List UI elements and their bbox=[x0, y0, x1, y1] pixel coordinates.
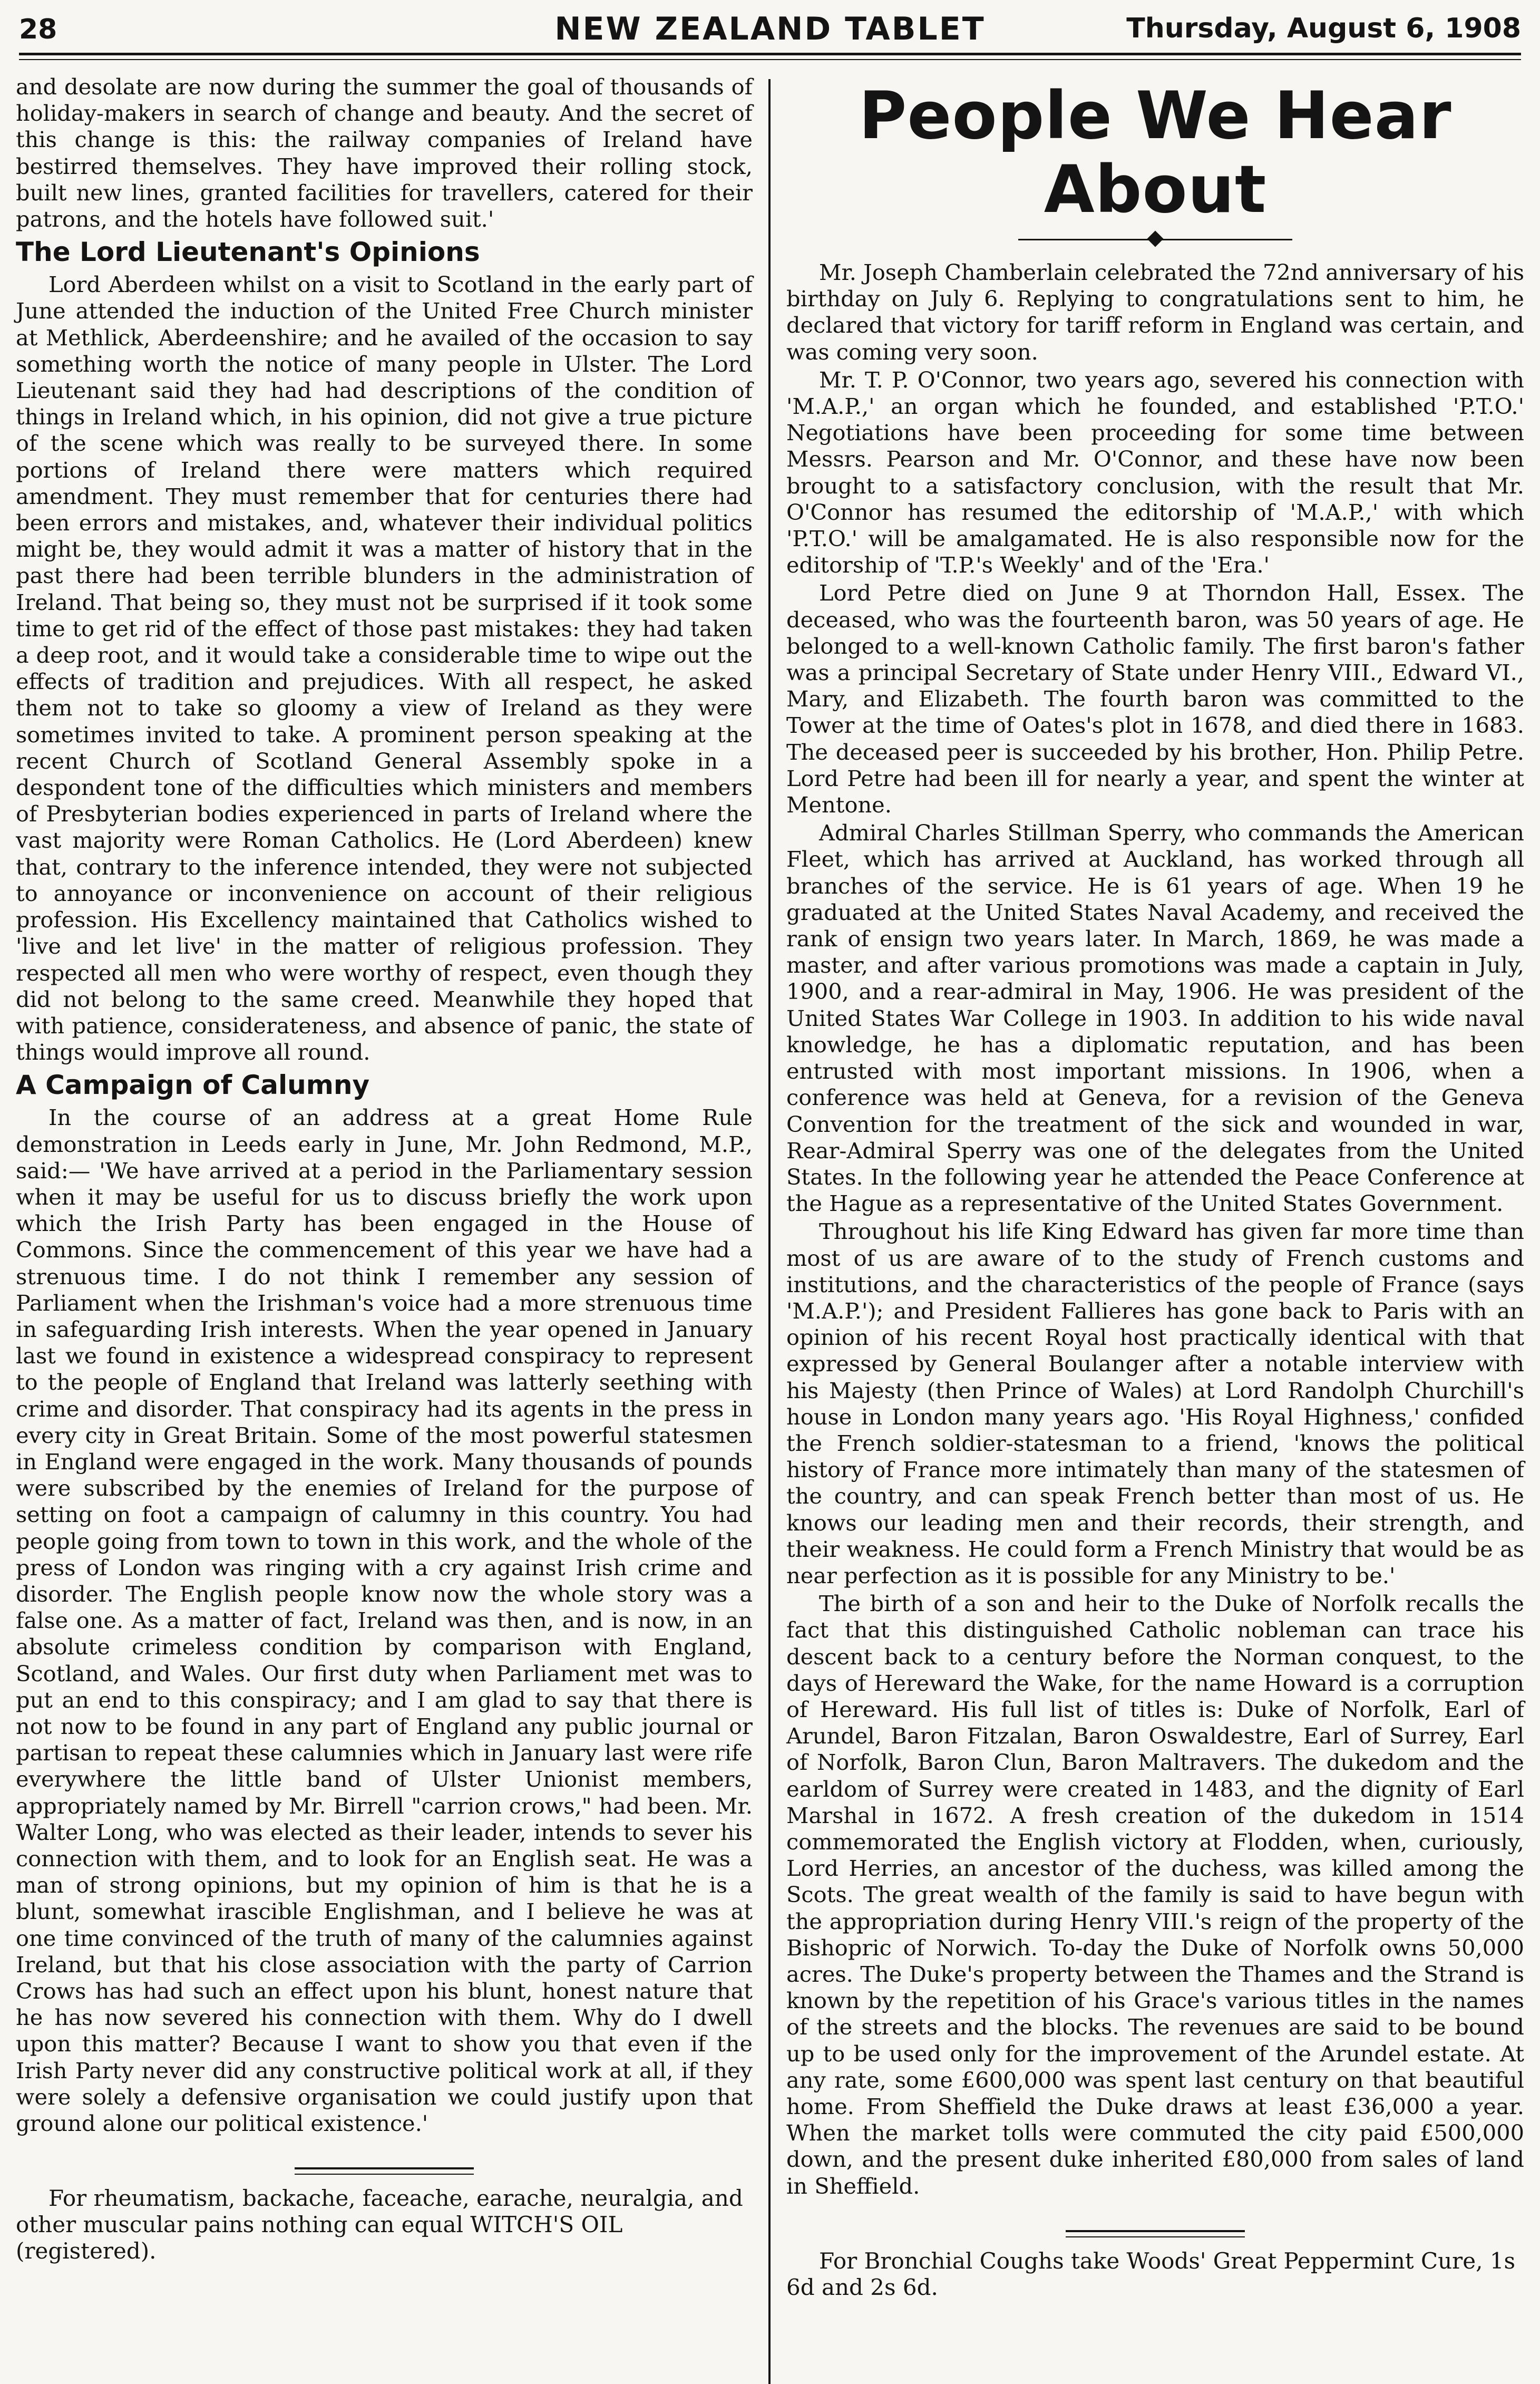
subheading-lord-lieutenant: The Lord Lieutenant's Opinions bbox=[16, 237, 480, 268]
advert-text: For rheumatism, backache, faceache, earache, neuralgia, and other muscular pains nothing can equal WITCH'S OIL (registered). bbox=[16, 2185, 743, 2264]
separator-rule bbox=[1066, 2230, 1245, 2237]
article-paragraph: Lord Aberdeen whilst on a visit to Scotland in the early part of June attended the induction of the United Free Church minister at Methlick, Aberdeenshire; and he availed of the occasion to say something worth the notice of many people in Ulster. The Lord Lieutenant said they had had descriptions of the condition of things in Ireland which, in his opinion, did not give a true picture of the scene which was really to be surveyed there. In some portions of Ireland there were matters which required amendment. They must remember that for centuries there had been errors and mistakes, and, whatever their individual politics might be, they would admit it was a matter of history that in the past there had been terrible blunders in the administration of Ireland. That being so, they must not be surprised if it took some time to get rid of the effect of those past mistakes: they had taken a deep root, and it would take a considerable time to wipe out the effects of tradition and prejudices. With all respect, he asked them not to take so gloomy a view of Ireland as they were sometimes invited to take. A prominent person speaking at the recent Church of Scotland General Assembly spoke in a despondent tone of the difficulties which ministers and members of Presbyterian bodies experienced in parts of Ireland where the vast majority were Roman Catholics. He (Lord Aberdeen) knew that, contrary to the inference intended, they were not subjected to annoyance or inconvenience on account of their religious profession. His Excellency maintained that Catholics wished to 'live and let live' in the matter of religious profession. They respected all men who were worthy of respect, even though they did not belong to the same creed. Meanwhile they hoped that with patience, considerateness, and absence of panic, the state of things would improve all round. bbox=[16, 272, 753, 1065]
header-rule-thin bbox=[19, 59, 1521, 60]
article-paragraph: Mr. T. P. O'Connor, two years ago, severed his connection with 'M.A.P.,' an organ which he founded, and established 'P.T.O.' Negotiations have been proceeding for some time between Messrs. Pearson and Mr. O'Connor, and these have now been brought to a satisfactory conclusion, with the result that Mr. O'Connor has resumed the editorship of 'M.A.P.,' with which 'P.T.O.' will be amalgamated. He is also responsible now for the editorship of 'T.P.'s Weekly' and of the 'Era.' bbox=[786, 366, 1524, 578]
article-paragraph: Throughout his life King Edward has given far more time than most of us are aware of to the study of French customs and institutions, and the characteristics of the people of France (says 'M.A.P.'); and President Fallieres has gone back to Paris with an opinion of his recent Royal host practically identical with that expressed by General Boulanger after a notable interview with his Majesty (then Prince of Wales) at Lord Randolph Churchill's house in London many years ago. 'His Royal Highness,' confided the French soldier-statesman to a friend, 'knows the political history of France more intimately than many of the statesmen of the country, and can speak French better than most of us. He knows our leading men and their records, their strength, and their weakness. He could form a French Ministry that would be as near perfection as it is possible for any Ministry to be.' bbox=[786, 1218, 1524, 1588]
article-paragraph: In the course of an address at a great Home Rule demonstration in Leeds early in June, Mr. John Redmond, M.P., said:— 'We have arrived at a period in the Parliamentary session when it may be useful for us to discuss briefly the work upon which the Irish Party has been engaged in the House of Commons. Since the commencement of this year we have had a strenuous time. I do not think I remember any session of Parliament when the Irishman's voice had a more strenuous time in safeguarding Irish interests. When the year opened in January last we found in existence a widespread conspiracy to represent to the people of England that Ireland was latterly seething with crime and disorder. That conspiracy had its agents in the press in every city in Great Britain. Some of the most powerful statesmen in England were engaged in the work. Many thousands of pounds were subscribed by the enemies of Ireland for the purpose of setting on foot a campaign of calumny in this country. You had people going from town to town in this work, and the whole of the press of London was ringing with a cry against Irish crime and disorder. The English people know now the whole story was a false one. As a matter of fact, Ireland was then, and is now, in an absolute crimeless condition by comparison with England, Scotland, and Wales. Our first duty when Parliament met was to put an end to this conspiracy; and I am glad to say that there is not now to be found in any part of England any public journal or partisan to repeat these calumnies which in January last were rife everywhere the little band of Ulster Unionist members, appropriately named by Mr. Birrell "carrion crows," had been. Mr. Walter Long, who was elected as their leader, intends to sever his connection with them, and to look for an English seat. He was a man of strong opinions, but my opinion of him is that he is a blunt, somewhat irascible Englishman, and I believe he was at one time convinced of the truth of many of the calumnies against Ireland, but that his close association with the party of Carrion Crows has had such an effect upon his blunt, honest nature that he has now severed his connection with them. Why do I dwell upon this matter? Because I want to show you that even if the Irish Party never did any constructive political work at all, if they were solely a defensive organisation we could justify upon that ground alone our political existence.' bbox=[16, 1104, 753, 2137]
left-column bbox=[16, 74, 753, 2371]
masthead: NEW ZEALAND TABLET bbox=[554, 11, 986, 47]
subheading-campaign-of-calumny: A Campaign of Calumny bbox=[16, 1070, 370, 1101]
column-divider bbox=[768, 79, 771, 2384]
diamond-ornament-icon bbox=[1147, 230, 1163, 247]
ornament-rule bbox=[1018, 230, 1292, 249]
right-column bbox=[786, 74, 1524, 2371]
article-paragraph: Admiral Charles Stillman Sperry, who commands the American Fleet, which has arrived at Auckland, has worked through all branches of the service. He is 61 years of age. When 19 he graduated at the United States Naval Academy, and received the rank of ensign two years later. In March, 1869, he was made a master, and after various promotions was made a captain in July, 1900, and a rear-admiral in May, 1906. He was president of the United States War College in 1903. In addition to his wide naval knowledge, he has a diplomatic reputation, and has been entrusted with most important missions. In 1906, when a conference was held at Geneva, for a revision of the Geneva Convention for the treatment of the sick and wounded in war, Rear-Admiral Sperry was one of the delegates from the United States. In the following year he attended the Peace Conference at the Hague as a representative of the United States Government. bbox=[786, 820, 1524, 1217]
advertisement bbox=[786, 2248, 1524, 2301]
section-title: People We Hear About bbox=[859, 78, 1452, 228]
page-header bbox=[19, 3, 1521, 54]
article-paragraph: Lord Petre died on June 9 at Thorndon Hall, Essex. The deceased, who was the fourteenth baron, was 50 years of age. He belonged to a well-known Catholic family. The first baron's father was a principal Secretary of State under Henry VIII., Edward VI., Mary, and Elizabeth. The fourth baron was committed to the Tower at the time of Oates's plot in 1678, and died there in 1683. The deceased peer is succeeded by his brother, Hon. Philip Petre. Lord Petre had been ill for nearly a year, and spent the winter at Mentone. bbox=[786, 580, 1524, 818]
article-paragraph: The birth of a son and heir to the Duke of Norfolk recalls the fact that this distinguished Catholic nobleman can trace his descent back to a century before the Norman conquest, to the days of Hereward the Wake, for the name Howard is a corruption of Hereward. His full list of titles is: Duke of Norfolk, Earl of Arundel, Baron Fitzalan, Baron Oswaldestre, Earl of Surrey, Earl of Norfolk, Baron Clun, Baron Maltravers. The dukedom and the earldom of Surrey were created in 1483, and the dignity of Earl Marshal in 1672. A fresh creation of the dukedom in 1514 commemorated the English victory at Flodden, when, curiously, Lord Herries, an ancestor of the duchess, was killed among the Scots. The great wealth of the family is said to have begun with the appropriation during Henry VIII.'s reign of the property of the Bishopric of Norwich. To-day the Duke of Norfolk owns 50,000 acres. The Duke's property between the Thames and the Strand is known by the repetition of his Grace's various titles in the names of the streets and the blocks. The revenues are said to be bound up to be used only for the improvement of the Arundel estate. At any rate, some £600,000 was spent last century on that beautiful home. From Sheffield the Duke draws at least £36,000 a year. When the market tolls were commuted the city paid £500,000 down, and the present duke inherited £80,000 from sales of land in Sheffield. bbox=[786, 1591, 1524, 2199]
separator-rule bbox=[295, 2167, 474, 2175]
advertisement bbox=[16, 2185, 753, 2264]
article-paragraph: Mr. Joseph Chamberlain celebrated the 72nd anniversary of his birthday on July 6. Replying to congratulations sent to him, he declared that victory for tariff reform in England was certain, and was coming very soon. bbox=[786, 259, 1524, 365]
advert-text: For Bronchial Coughs take Woods' Great Peppermint Cure, 1s 6d and 2s 6d. bbox=[786, 2247, 1516, 2300]
header-rule bbox=[19, 53, 1521, 55]
page-number: 28 bbox=[19, 14, 57, 45]
continued-paragraph: and desolate are now during the summer the goal of thousands of holiday-makers in search of change and beauty. And the secret of this change is this: the railway companies of Ireland have bestirred themselves. They have improved their rolling stock, built new lines, granted facilities for travellers, catered for their patrons, and the hotels have followed suit.' bbox=[16, 74, 753, 232]
issue-date: Thursday, August 6, 1908 bbox=[1126, 13, 1521, 44]
